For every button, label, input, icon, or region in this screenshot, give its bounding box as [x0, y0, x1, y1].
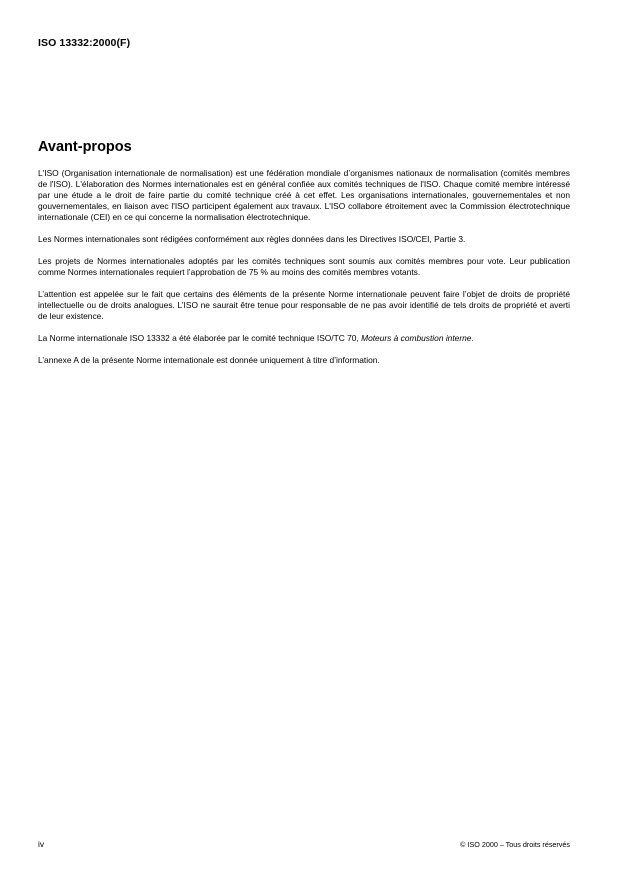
- paragraph-annex: L’annexe A de la présente Norme internationale est donnée uniquement à titre d’information.: [38, 354, 380, 365]
- paragraph-voting: Les projets de Normes internationales adoptés par les comités techniques sont soumis aux comités membres pour vote. Leur publication comme Normes internationales requiert l’approbation de 75 % au moins des comités membres votants.: [38, 255, 570, 278]
- document-id: ISO 13332:2000(F): [38, 37, 131, 49]
- paragraph-directives: Les Normes internationales sont rédigées conformément aux règles données dans les Directives ISO/CEI, Partie 3.: [38, 234, 466, 245]
- foreword-body: [38, 168, 570, 376]
- paragraph-committee: [38, 333, 570, 344]
- page-number: iv: [38, 839, 45, 849]
- paragraph-patent-rights: L’attention est appelée sur le fait que certains des éléments de la présente Norme internationale peuvent faire l’objet de droits de propriété intellectuelle ou de droits analogues. L’ISO ne saurait être tenue pour responsable de ne pas avoir identifié de tels droits de propriété et averti de leur existence.: [38, 288, 570, 321]
- section-title: Avant-propos: [38, 139, 132, 155]
- paragraph-iso-intro: L'ISO (Organisation internationale de normalisation) est une fédération mondiale d’organismes nationaux de normalisation (comités membres de l'ISO). L'élaboration des Normes internationales est en général confiée aux comités techniques de l'ISO. Chaque comité membre intéressé par une étude a le droit de faire partie du comité technique créé à cet effet. Les organisations internationales, gouvernementales et non gouvernementales, en liaison avec l'ISO participent également aux travaux. L'ISO collabore étroitement avec la Commission électrotechnique internationale (CEI) en ce qui concerne la normalisation électrotechnique.: [38, 168, 570, 223]
- committee-prefix: La Norme internationale ISO 13332 a été élaborée par le comité technique ISO/TC 70,: [38, 332, 362, 343]
- committee-suffix: .: [471, 332, 474, 343]
- copyright-notice: © ISO 2000 – Tous droits réservés: [460, 840, 570, 849]
- committee-title: Moteurs à combustion interne: [361, 332, 472, 343]
